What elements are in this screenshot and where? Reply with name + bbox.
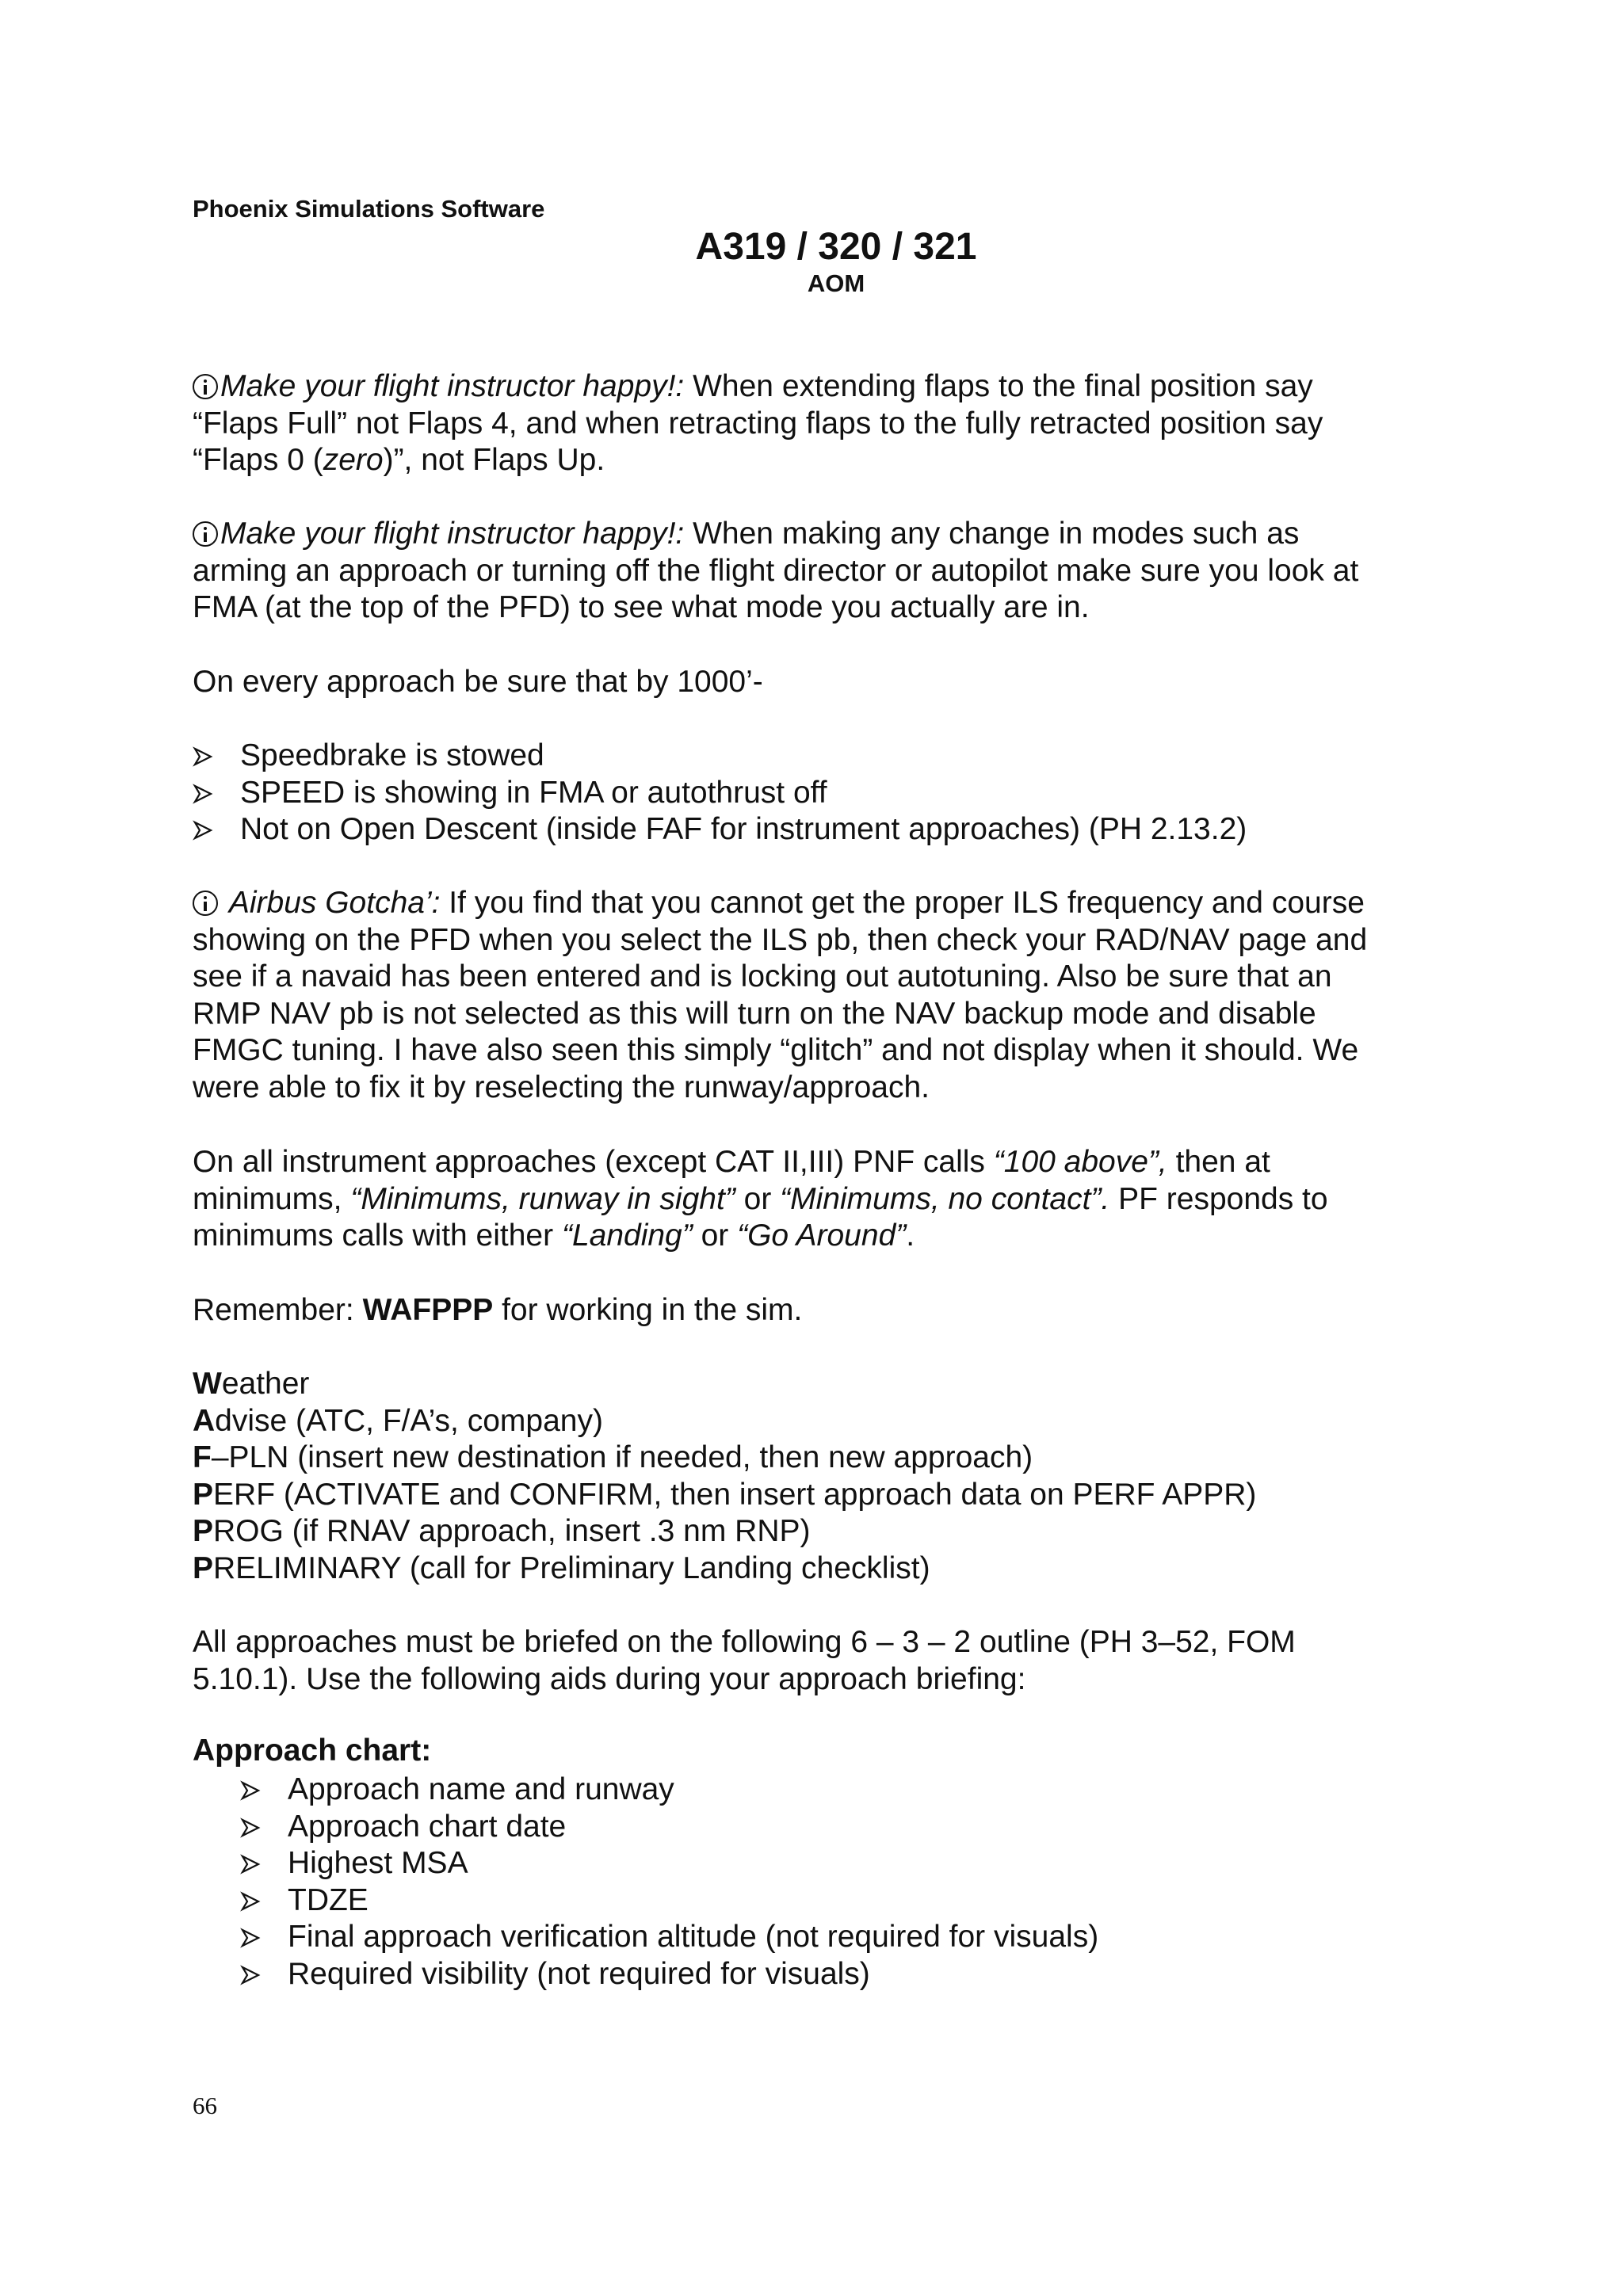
page-number: 66: [193, 2092, 217, 2119]
wafppp-list: [193, 1366, 1256, 1587]
document-title: A319 / 320 / 321: [695, 226, 977, 268]
approach-1000-intro: On every approach be sure that by 1000’-: [193, 665, 763, 699]
list-item: PERF (ACTIVATE and CONFIRM, then insert approach data on PERF APPR): [193, 1477, 1257, 1512]
info-icon: [193, 891, 218, 916]
gotcha-label: Airbus Gotcha’:: [228, 886, 441, 920]
list-item: Highest MSA: [240, 1845, 1098, 1882]
tip-label: Make your flight instructor happy!:: [220, 369, 685, 403]
arrow-bullet-icon: [193, 784, 213, 804]
airbus-gotcha-paragraph: Airbus Gotcha’: If you find that you cannot get the proper ILS frequency and course showing on the PFD when you select the ILS pb, then check your RAD/NAV page and see if a navaid has been entered and is locking out autotuning. Also be sure that an RMP NAV pb is not selected as this will turn on the NAV backup mode and disable FMGC tuning. I have also seen this simply “glitch” and not display when it should. We were able to fix it by reselecting the runway/approach.: [193, 886, 1368, 1104]
arrow-bullet-icon: [193, 746, 213, 767]
arrow-bullet-icon: [240, 1928, 261, 1948]
list-item: Advise (ATC, F/A’s, company): [193, 1403, 603, 1438]
info-icon: [193, 521, 218, 547]
tip-label: Make your flight instructor happy!:: [220, 517, 685, 551]
arrow-bullet-icon: [240, 1965, 261, 1985]
approach-1000-list: [193, 738, 1247, 849]
arrow-bullet-icon: [193, 820, 213, 841]
arrow-bullet-icon: [240, 1891, 261, 1912]
list-item: Weather: [193, 1367, 310, 1401]
publisher-name: Phoenix Simulations Software: [193, 195, 545, 223]
tip-flaps-paragraph: Make your flight instructor happy!: When extending flaps to the final position say “Flaps Full” not Flaps 4, and when retracting flaps to the fully retracted position say “Flaps 0 (zero)”, not Flaps Up.: [193, 369, 1323, 477]
list-item: Not on Open Descent (inside FAF for instrument approaches) (PH 2.13.2): [193, 811, 1247, 849]
list-item: Required visibility (not required for visuals): [240, 1956, 1098, 1993]
remember-line: Remember: WAFPPP for working in the sim.: [193, 1293, 803, 1327]
briefing-paragraph: All approaches must be briefed on the following 6 – 3 – 2 outline (PH 3–52, FOM 5.10.1). Use the following aids during your approach briefing:: [193, 1625, 1296, 1696]
arrow-bullet-icon: [240, 1817, 261, 1838]
list-item: Approach chart date: [240, 1809, 1098, 1846]
info-icon: [193, 374, 218, 399]
list-item: F–PLN (insert new destination if needed, then new approach): [193, 1440, 1033, 1474]
list-item: Final approach verification altitude (not required for visuals): [240, 1919, 1098, 1956]
arrow-bullet-icon: [240, 1854, 261, 1875]
list-item: SPEED is showing in FMA or autothrust off: [193, 775, 1247, 812]
document-subtitle: AOM: [807, 269, 865, 297]
approach-chart-list: [240, 1772, 1098, 1993]
arrow-bullet-icon: [240, 1780, 261, 1801]
minimums-callouts-paragraph: On all instrument approaches (except CAT II,III) PNF calls “100 above”, then at minimums, “Minimums, runway in sight” or “Minimums, no contact”. PF responds to minimums calls with either “Landing” or “Go Around”.: [193, 1145, 1328, 1253]
list-item: Speedbrake is stowed: [193, 738, 1247, 775]
list-item: PRELIMINARY (call for Preliminary Landing checklist): [193, 1550, 930, 1585]
list-item: TDZE: [240, 1882, 1098, 1920]
list-item: Approach name and runway: [240, 1772, 1098, 1809]
tip-fma-paragraph: Make your flight instructor happy!: When making any change in modes such as arming an approach or turning off the flight director or autopilot make sure you look at FMA (at the top of the PFD) to see what mode you actually are in.: [193, 517, 1359, 624]
wafppp-acronym: WAFPPP: [362, 1293, 494, 1327]
approach-chart-heading: Approach chart:: [193, 1733, 432, 1768]
list-item: PROG (if RNAV approach, insert .3 nm RNP): [193, 1514, 811, 1548]
